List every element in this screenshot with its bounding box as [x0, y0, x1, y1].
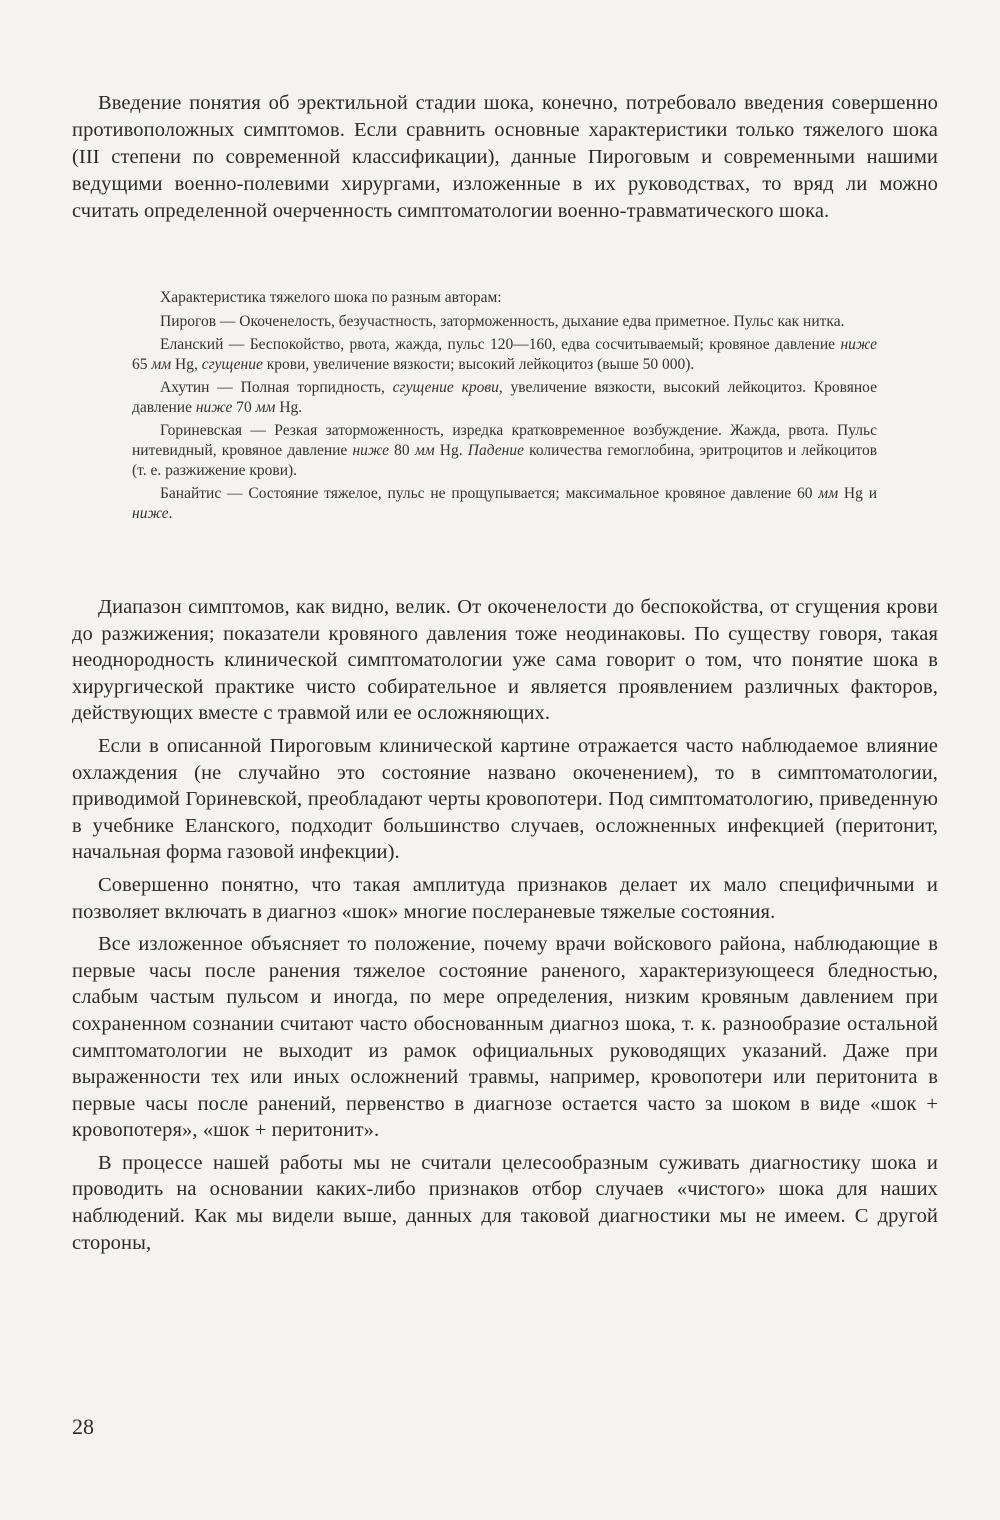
body-paragraph-3: Совершенно понятно, что такая амплитуда признаков делает их мало специфичными и позволяет включать в диагноз «шок» многие послераневые тяжелые состояния. — [72, 873, 938, 923]
entry-emphasis: мм — [151, 356, 172, 373]
entry-emphasis: ниже — [352, 442, 390, 459]
entry-emphasis: ниже — [195, 399, 233, 416]
body-paragraph-2: Если в описанной Пироговым клинической картине отражается часто наблюдаемое влияние охлаждения (не случайно это состояние названо окоченением), то в симптоматологии, приводимой Гориневской, преобладают черты кровопотери. Под симптоматологию, приведенную в учебнике Еланского, подходит большинство случаев, осложненных инфекцией (перитонит, начальная форма газовой инфекции). — [72, 734, 938, 864]
entry-emphasis: мм — [818, 485, 839, 502]
entry-text: , увеличение вязкости, высокий лейкоцитоз. Кровяное давление — [132, 379, 877, 416]
body-paragraph-1: Диапазон симптомов, как видно, велик. От окоченелости до беспокойства, от сгущения крови до разжижения; показатели кровяного давления тоже неодинаковы. По существу говоря, такая неоднородность клинической симптоматологии уже сама говорит о том, что понятие шока в хирургической практике чисто собирательное и является проявлением различных факторов, действующих вместе с травмой или ее осложняющих. — [72, 596, 938, 725]
entry-elansky — [132, 335, 877, 375]
shock-characteristics-block — [132, 288, 877, 527]
entry-emphasis: ниже — [132, 505, 169, 522]
entry-text: Гориневская — Резкая заторможенность, изредка кратковременное возбуждение. Жажда, рвота. Пульс нитевидный, кровяное давление — [132, 422, 877, 459]
entry-pirogov: Пирогов — Окоченелость, безучастность, заторможенность, дыхание едва приметное. Пульс как нитка. — [160, 313, 845, 330]
page-number: 28 — [72, 1414, 94, 1439]
entry-emphasis: Падение — [467, 442, 524, 459]
block-caption: Характеристика тяжелого шока по разным авторам: — [160, 289, 502, 306]
entry-text: Банайтис — Состояние тяжелое, пульс не прощупывается; максимальное кровяное давление 60 — [160, 485, 819, 502]
entry-text: количества гемоглобина, эритроцитов и лейкоцитов (т. е. разжижение крови). — [132, 442, 878, 479]
entry-emphasis: сгущение — [201, 356, 263, 373]
body-text — [72, 594, 938, 1262]
body-paragraph-4: Все изложенное объясняет то положение, почему врачи войскового района, наблюдающие в первые часы после ранения тяжелое состояние раненого, характеризующееся бледностью, слабым частым пульсом и иногда, по мере определения, низким кровяным давлением при сохраненном сознании считают часто обоснованным диагноз шока, т. к. разнообразие остальной симптоматологии не выходит из рамок официальных руководящих указаний. Даже при выраженности тех или иных осложнений травмы, например, кровопотери или перитонита в первые часы после ранений, первенство в диагнозе остается часто за шоком в виде «шок + кровопотеря», «шок + перитонит». — [72, 933, 938, 1142]
entry-text: Hg, — [171, 356, 202, 373]
entry-akhutin — [132, 378, 877, 418]
entry-banaitis — [132, 484, 877, 524]
entry-emphasis: мм — [255, 399, 276, 416]
entry-text: 65 — [132, 356, 152, 373]
entry-text: Еланский — Беспокойство, рвота, жажда, пульс 120—160, едва сосчитываемый; кровяное давление — [160, 336, 841, 353]
entry-text: Hg. — [434, 442, 468, 459]
entry-text: крови, увеличение вязкости; высокий лейкоцитоз (выше 50 000). — [262, 356, 695, 373]
entry-gorinevskaya — [132, 421, 877, 481]
entry-text: 70 — [232, 399, 256, 416]
entry-emphasis: мм — [414, 442, 435, 459]
entry-text: . — [168, 505, 173, 522]
entry-emphasis: ниже — [840, 336, 877, 353]
intro-paragraph: Введение понятия об эректильной стадии шока, конечно, потребовало введения совершенно противоположных симптомов. Если сравнить основные характеристики только тяжелого шока (III степени по современной классификации), данные Пироговым и современными нашими ведущими военно-полевими хирургами, изложенные в их руководствах, то вряд ли можно считать определенной очерченность симптоматологии военно-травматического шока. — [72, 92, 938, 222]
entry-text: Hg и — [838, 485, 877, 502]
body-paragraph-5: В процессе нашей работы мы не считали целесообразным суживать диагностику шока и проводить на основании каких-либо признаков отбор случаев «чистого» шока для наших наблюдений. Как мы видели выше, данных для таковой диагностики мы не имеем. С другой стороны, — [72, 1151, 938, 1254]
entry-emphasis: сгущение крови — [392, 379, 499, 396]
entry-text: Ахутин — Полная торпидность, — [160, 379, 393, 396]
entry-text: Hg. — [275, 399, 303, 416]
entry-text: 80 — [389, 442, 415, 459]
